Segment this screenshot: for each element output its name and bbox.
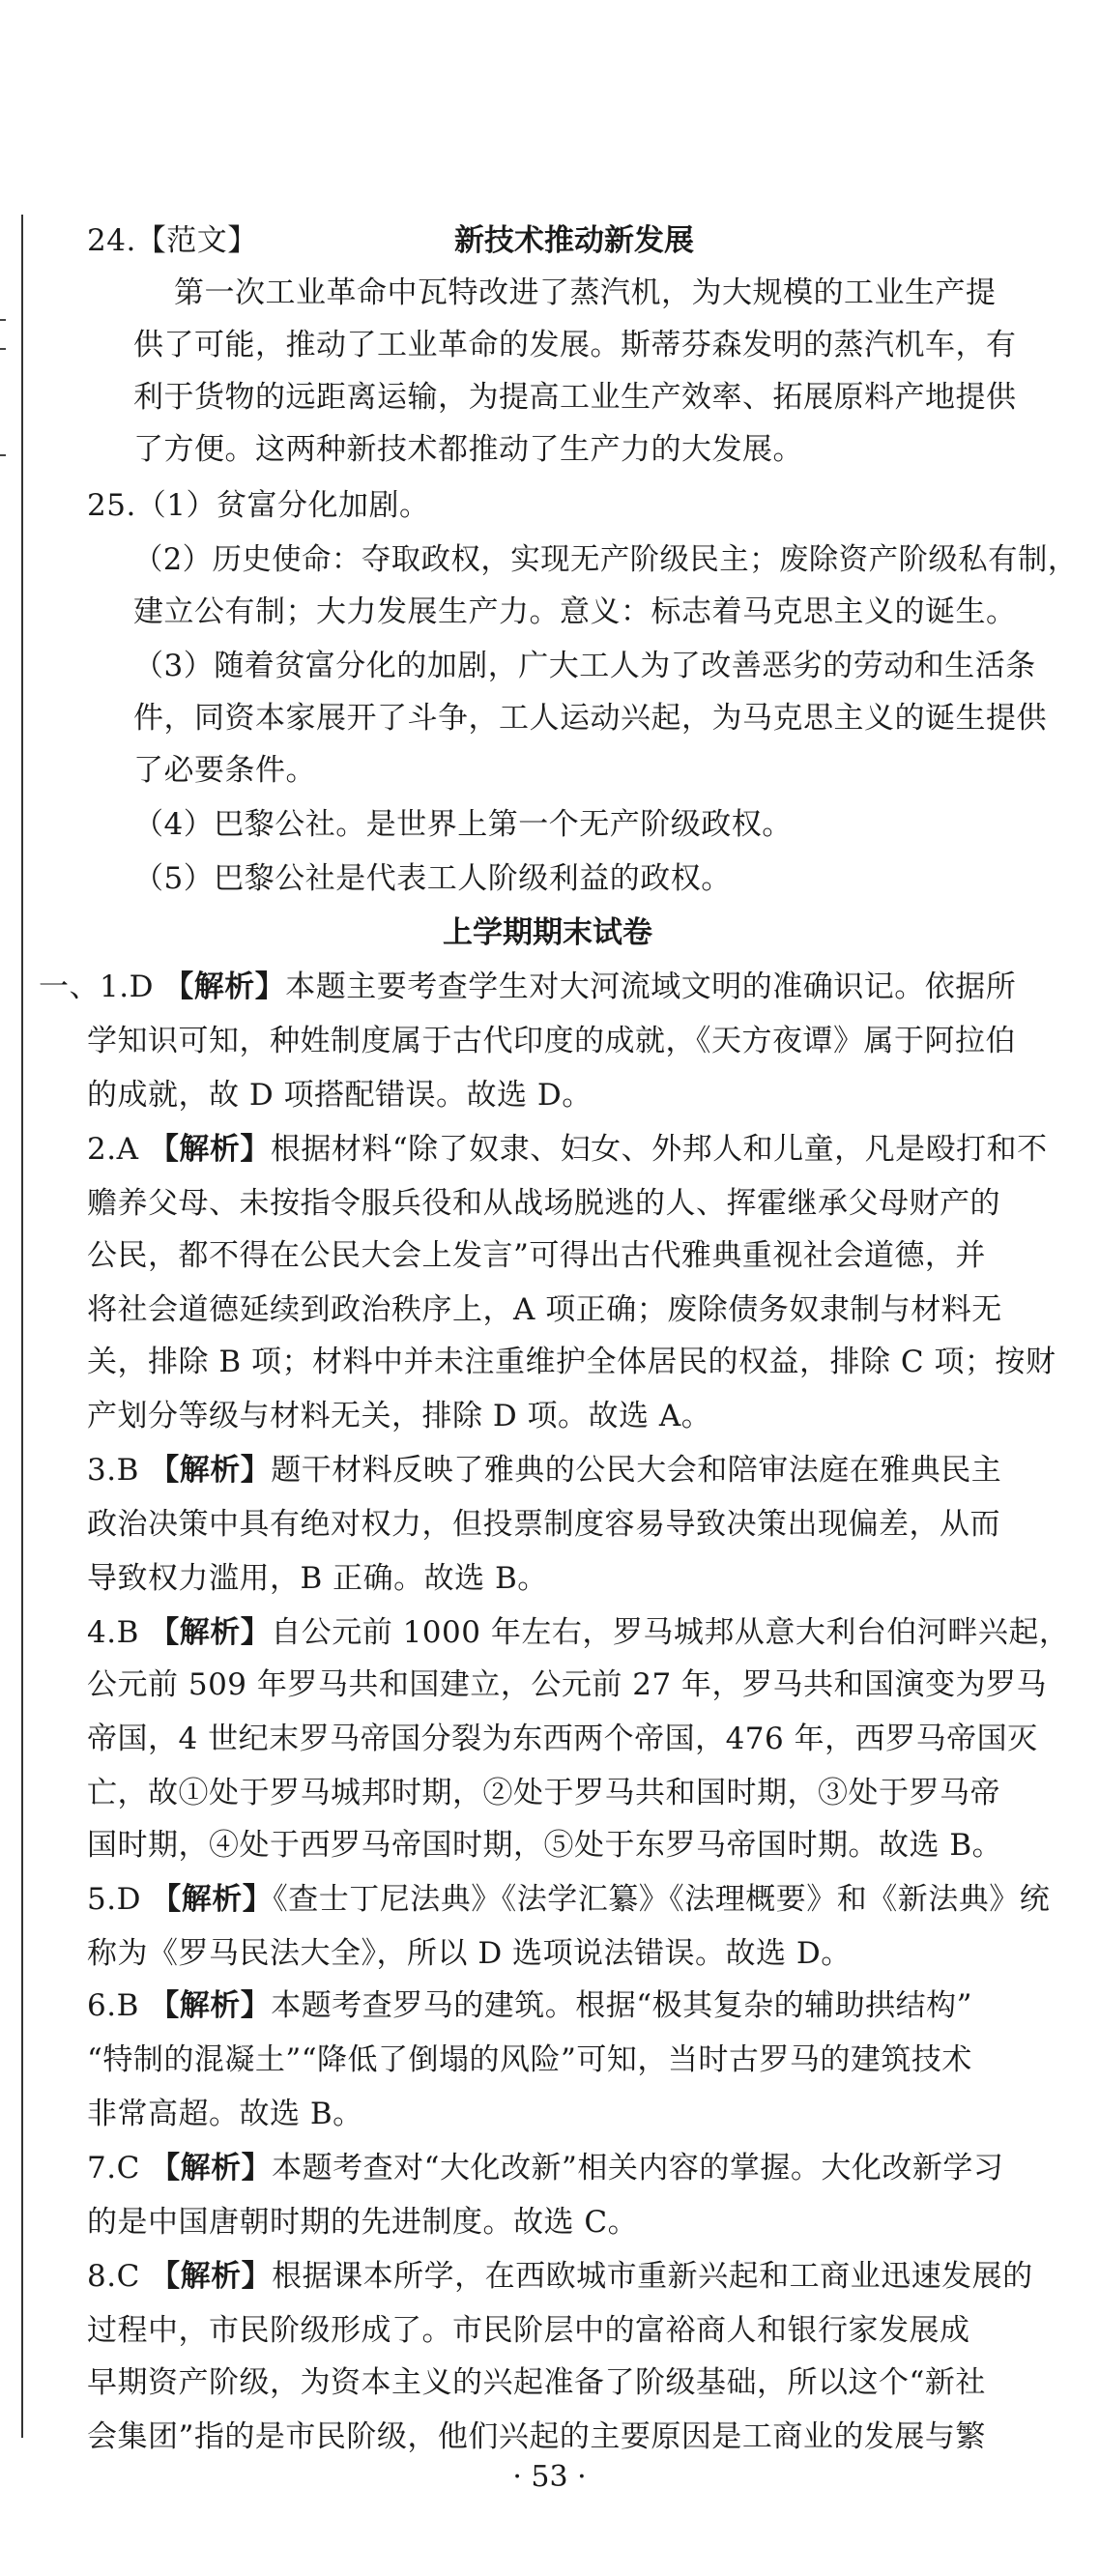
answer-text: 过程中，市民阶级形成了。市民阶层中的富裕商人和银行家发展成 — [87, 2313, 970, 2348]
analysis-tag: 【解析】 — [149, 1615, 272, 1650]
answer-text: “特制的混凝土”“降低了倒塌的风险”可知，当时古罗马的建筑技术 — [87, 2042, 972, 2077]
answer-text: 的是中国唐朝时期的先进制度。故选 C。 — [87, 2205, 639, 2240]
answer-number: 4.B — [87, 1615, 139, 1650]
answer-text: 根据材料“除了奴隶、妇女、外邦人和儿童，凡是殴打和不 — [270, 1132, 1048, 1167]
answer-text: 会集团”指的是市民阶级，他们兴起的主要原因是工商业的发展与繁 — [87, 2419, 986, 2454]
answer-text: 学知识可知，种姓制度属于古代印度的成就，《天方夜谭》属于阿拉伯 — [87, 1024, 1016, 1058]
q25-line: 25.（1）贫富分化加剧。 — [87, 488, 430, 523]
q24-line: 第一次工业革命中瓦特改进了蒸汽机，为大规模的工业生产提 — [174, 275, 997, 310]
answer-number: 一、1.D — [39, 970, 154, 1004]
answer-text: 非常高超。故选 B。 — [87, 2097, 363, 2131]
answer-text: 导致权力滥用，B 正确。故选 B。 — [87, 1561, 548, 1596]
answer-number: 8.C — [87, 2259, 140, 2294]
answer-number: 6.B — [87, 1988, 139, 2023]
answer-text: 本题考查对“大化改新”相关内容的掌握。大化改新学习 — [272, 2151, 1004, 2185]
q24-label: 24.【范文】 — [87, 223, 258, 258]
answer-text: 本题考查罗马的建筑。根据“极其复杂的辅助拱结构” — [271, 1988, 972, 2023]
answer-first-line — [39, 961, 1016, 1013]
answer-first-line — [87, 2142, 1003, 2194]
answer-text: 称为《罗马民法大全》，所以 D 选项说法错误。故选 D。 — [87, 1936, 852, 1971]
answer-text: 赡养父母、未按指令服兵役和从战场脱逃的人、挥霍继承父母财产的 — [87, 1186, 1000, 1221]
answer-text: 的成就，故 D 项搭配错误。故选 D。 — [87, 1078, 593, 1113]
q25-line: 建立公有制；大力发展生产力。意义：标志着马克思主义的诞生。 — [133, 594, 1017, 629]
answer-first-line — [87, 2250, 1033, 2302]
answer-text: 产划分等级与材料无关，排除 D 项。故选 A。 — [87, 1399, 712, 1433]
q25-line: （3）随着贫富分化的加剧，广大工人为了改善恶劣的劳动和生活条 — [133, 649, 1036, 683]
answer-text: 《查士丁尼法典》《法学汇纂》《法理概要》和《新法典》统 — [273, 1882, 1051, 1917]
q24-essay-title: 新技术推动新发展 — [454, 223, 694, 258]
q24-line: 利于货物的远距离运输，为提高工业生产效率、拓展原料产地提供 — [133, 380, 1017, 415]
left-margin-rule — [21, 215, 23, 2438]
q25-line: （2）历史使命：夺取政权，实现无产阶级民主；废除资产阶级私有制， — [133, 542, 1078, 577]
answer-text: 自公元前 1000 年左右，罗马城邦从意大利台伯河畔兴起， — [271, 1615, 1070, 1650]
answer-number: 2.A — [87, 1132, 139, 1167]
answer-text: 帝国，4 世纪末罗马帝国分裂为东西两个帝国，476 年，西罗马帝国灭 — [87, 1722, 1038, 1756]
answer-text: 题干材料反映了雅典的公民大会和陪审法庭在雅典民主 — [271, 1453, 1002, 1488]
answer-text: 公元前 509 年罗马共和国建立，公元前 27 年，罗马共和国演变为罗马 — [87, 1667, 1048, 1702]
answer-text: 根据课本所学，在西欧城市重新兴起和工商业迅速发展的 — [272, 2259, 1033, 2294]
answer-text: 将社会道德延续到政治秩序上，A 项正确；废除债务奴隶制与材料无 — [87, 1292, 1002, 1327]
analysis-tag: 【解析】 — [163, 970, 286, 1004]
analysis-tag: 【解析】 — [149, 1988, 272, 2023]
answer-text: 国时期，④处于西罗马帝国时期，⑤处于东罗马帝国时期。故选 B。 — [87, 1828, 1003, 1863]
answer-first-line — [87, 1873, 1050, 1925]
answer-text: 关，排除 B 项；材料中并未注重维护全体居民的权益，排除 C 项；按财 — [87, 1345, 1056, 1379]
answer-text: 政治决策中具有绝对权力，但投票制度容易导致决策出现偏差，从而 — [87, 1507, 1000, 1542]
answer-first-line — [87, 1123, 1048, 1175]
answer-number: 7.C — [87, 2151, 140, 2185]
analysis-tag: 【解析】 — [148, 1132, 271, 1167]
page-number: · 53 · — [512, 2460, 587, 2494]
answer-number: 5.D — [87, 1882, 141, 1917]
analysis-tag: 【解析】 — [150, 2259, 273, 2294]
q24-line: 供了可能，推动了工业革命的发展。斯蒂芬森发明的蒸汽机车，有 — [133, 328, 1017, 362]
answer-text: 本题主要考查学生对大河流域文明的准确识记。依据所 — [285, 970, 1017, 1004]
q25-line: 了必要条件。 — [133, 753, 316, 788]
answer-text: 亡，故①处于罗马城邦时期，②处于罗马共和国时期，③处于罗马帝 — [87, 1776, 1000, 1810]
q25-line: （5）巴黎公社是代表工人阶级利益的政权。 — [133, 861, 732, 896]
analysis-tag: 【解析】 — [150, 2151, 273, 2185]
answer-text: 早期资产阶级，为资本主义的兴起准备了阶级基础，所以这个“新社 — [87, 2365, 986, 2400]
answer-first-line — [87, 1980, 972, 2032]
q25-line: 件，同资本家展开了斗争，工人运动兴起，为马克思主义的诞生提供 — [133, 701, 1047, 736]
section-title: 上学期期末试卷 — [443, 915, 652, 950]
analysis-tag: 【解析】 — [151, 1882, 274, 1917]
q24-line: 了方便。这两种新技术都推动了生产力的大发展。 — [133, 432, 803, 467]
answer-text: 公民，都不得在公民大会上发言”可得出古代雅典重视社会道德，并 — [87, 1238, 986, 1273]
answer-first-line — [87, 1606, 1069, 1659]
answer-first-line — [87, 1444, 1001, 1496]
answer-number: 3.B — [87, 1453, 139, 1488]
q25-line: （4）巴黎公社。是世界上第一个无产阶级政权。 — [133, 807, 793, 842]
analysis-tag: 【解析】 — [149, 1453, 272, 1488]
